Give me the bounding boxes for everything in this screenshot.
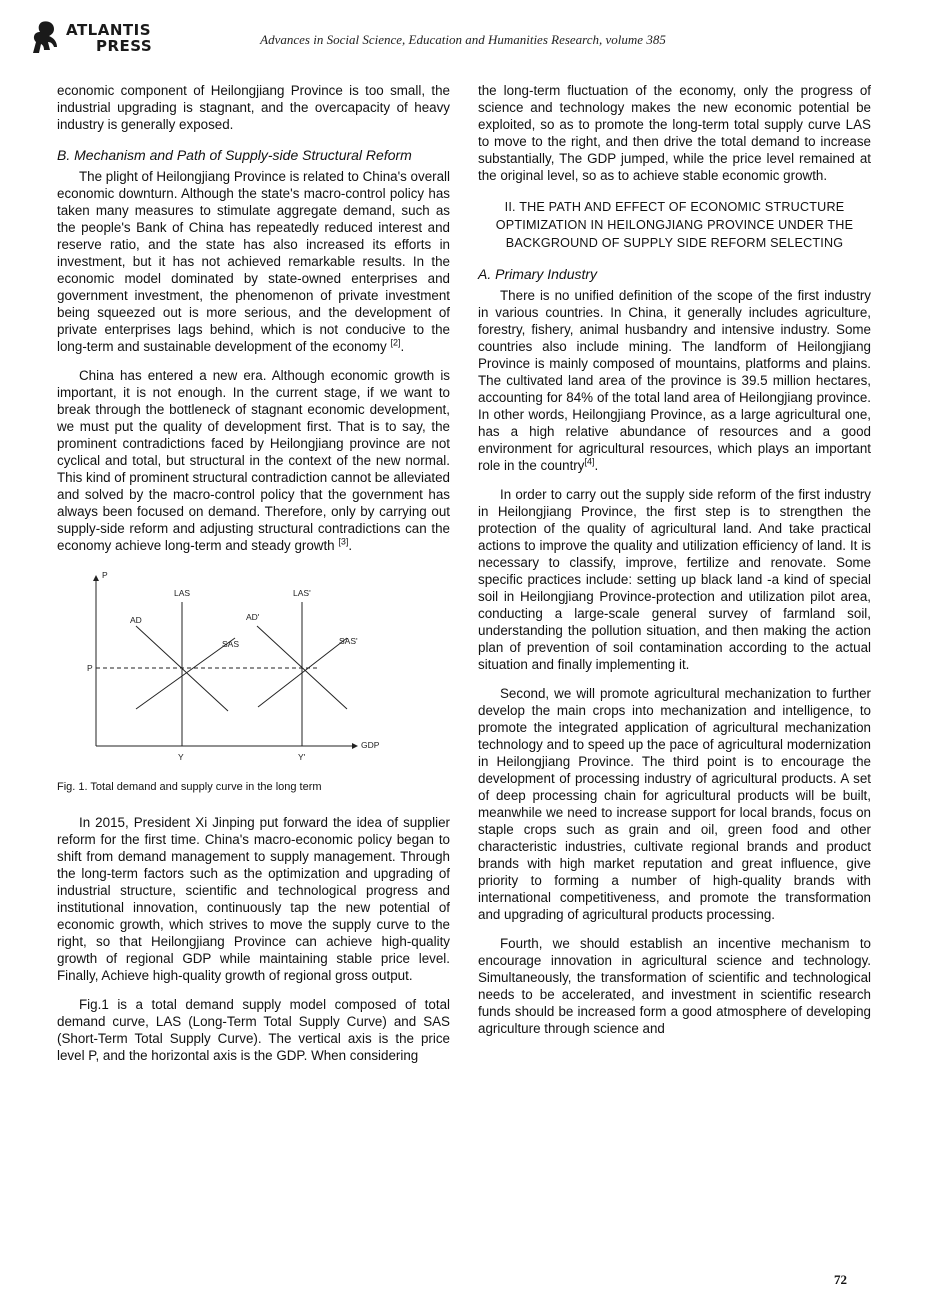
citation: [4]	[584, 456, 595, 467]
citation: [3]	[338, 536, 349, 547]
paragraph-end: .	[594, 458, 599, 473]
publisher-name-line2: PRESS	[96, 37, 153, 55]
paragraph-text: There is no unified definition of the scope of the first industry in various countries. In China, it generally includes agriculture, forestry, fishery, animal husbandry and intensive industry. Some countries also include mining. The landform of Heilongjiang Province is mainly composed of mountains, platforms and plains. The cultivated land area of the province is 39.5 million hectares, accounting for 84% of the total land area of Heilongjiang province. In other words, Heilongjiang Province, as a large agricultural one, has a high relative abundance of resources and a good environment for agricultural resources, which plays an important role in the country	[478, 288, 871, 473]
y2-label: Y'	[298, 752, 306, 762]
section-heading-a: A. Primary Industry	[478, 266, 598, 282]
price-level-label: P	[87, 663, 93, 673]
sas-curve	[136, 638, 235, 709]
paragraph-end: .	[348, 538, 353, 553]
page-number: 72	[834, 1272, 847, 1287]
citation: [2]	[390, 337, 401, 348]
paragraph: economic component of Heilongjiang Province is too small, the industrial upgrading is stagnant, and the overcapacity of heavy industry is generally exposed.	[57, 83, 450, 132]
journal-title: Advances in Social Science, Education and Humanities Research, volume 385	[260, 32, 666, 47]
paragraph: Fourth, we should establish an incentive mechanism to encourage innovation in agricultural science and technology. Simultaneously, the transformation of scientific and technological needs to be accelerated, and investment in scientific research funds should be increased form a good atmosphere of developing agriculture through science and	[478, 936, 871, 1036]
supply-demand-diagram	[57, 566, 450, 771]
ad-label: AD	[130, 615, 142, 625]
section-heading-line: II. THE PATH AND EFFECT OF ECONOMIC STRUCTURE	[504, 200, 845, 214]
section-heading-b: B. Mechanism and Path of Supply-side Structural Reform	[57, 147, 412, 163]
paragraph	[57, 168, 450, 355]
publisher-name-line1: ATLANTIS	[66, 21, 152, 39]
y1-label: Y	[178, 752, 184, 762]
page-header	[0, 0, 926, 70]
section-heading-ii	[486, 198, 863, 252]
paragraph: In 2015, President Xi Jinping put forward the idea of supplier reform for the first time. China's macro-economic policy began to shift from demand management to supply management. Through the long-term factors such as the optimization and upgrading of industrial structure, scientific and technological progress and institutional innovation, continuously tap the new potential of economic growth, which strives to move the supply curve to the right, so that Heilongjiang Province can achieve high-quality growth of regional GDP while maintaining stable price level. Finally, Achieve high-quality growth of regional gross output.	[57, 815, 450, 983]
paragraph-end: .	[400, 339, 405, 354]
las-label: LAS	[174, 588, 191, 598]
paragraph: Fig.1 is a total demand supply model composed of total demand curve, LAS (Long-Term Total Supply Curve) and SAS (Short-Term Total Supply Curve). The vertical axis is the price level P, and the horizontal axis is the GDP. When considering	[57, 997, 450, 1063]
figure-caption: Fig. 1. Total demand and supply curve in the long term	[57, 781, 322, 793]
right-column	[478, 82, 871, 1037]
y-axis-label: P	[102, 570, 108, 580]
left-column	[57, 82, 450, 1064]
las2-label: LAS'	[293, 588, 311, 598]
sas2-label: SAS'	[339, 636, 358, 646]
ad2-label: AD'	[246, 612, 260, 622]
x-axis-label: GDP	[361, 740, 380, 750]
paragraph: the long-term fluctuation of the economy, only the progress of science and technology makes the new economic potential be exploited, so as to promote the long-term total supply curve LAS to move to the right, and then drive the total demand to increase substantially, The GDP jumped, while the price level remained at the original level, so as to achieve stable economic growth.	[478, 83, 871, 183]
paragraph: In order to carry out the supply side reform of the first industry in Heilongjiang Province, the first step is to strengthen the protection of the quality of agricultural land. And take practical actions to improve the quality and utilization efficiency of land. It is necessary to classify, improve, fertilize and renovate. Some specific practices include: setting up black land -a kind of special soil in Heilongjiang Province-protection and utilization pilot area, conducting a large-scale general survey of farmland soil, understanding the pollution situation, and then making the action plan of prevention of soil contamination according to the actual situation and finally implementing it.	[478, 487, 871, 672]
paragraph	[57, 367, 450, 554]
sas-label: SAS	[222, 639, 240, 649]
figure-supply-demand	[57, 566, 450, 771]
paragraph-text: The plight of Heilongjiang Province is related to China's overall economic downturn. Although the state's macro-control policy has taken many measures to stimulate aggregate demand, such as the people's Bank of China has repeatedly reduced interest and reserve ratio, and the state has also increased its efforts in investment, but it has not achieved remarkable results. In the economic model dominated by state-owned enterprises and government investment, the phenomenon of private investment being squeezed out is more serious, and the development of private enterprises lags behind, which is not conducive to the long-term and sustainable development of the economy	[57, 169, 451, 354]
paragraph: Second, we will promote agricultural mechanization to further develop the main crops into mechanization and intelligence, to promote the integrated application of agricultural mechanization technology and to speed up the pace of agricultural modernization in Heilongjiang Province. The third point is to encourage the development of processing industry of agricultural products. A set of deep processing chain for agricultural products will be built, meanwhile we need to increase support for local brands, focus on staple crops such as grain and oil, green food and other characteristic industries, cultivate regional brands and product brands with high market reputation and great influence, give priority to forming a number of high-quality brands with international competitiveness, and promote the transformation and upgrading of agricultural products processing.	[478, 686, 871, 922]
paragraph	[478, 287, 871, 474]
section-heading-line: OPTIMIZATION IN HEILONGJIANG PROVINCE UNDER THE	[495, 218, 854, 232]
section-heading-line: BACKGROUND OF SUPPLY SIDE REFORM SELECTING	[505, 236, 844, 250]
paragraph-text: China has entered a new era. Although economic growth is important, it is not enough. In the current stage, if we want to break through the bottleneck of stagnant economic development, we must put the quality of development first. That is to say, the prominent contradictions faced by Heilongjiang province are not cyclical and total, but structural in the context of the new normal. This kind of prominent structural contradiction cannot be alleviated and solved by the macro-control policy that the government has always been focused on demand. Therefore, only by carrying out supply-side reform and adjusting structural contradictions can the economy achieve long-term and steady growth	[57, 368, 451, 553]
